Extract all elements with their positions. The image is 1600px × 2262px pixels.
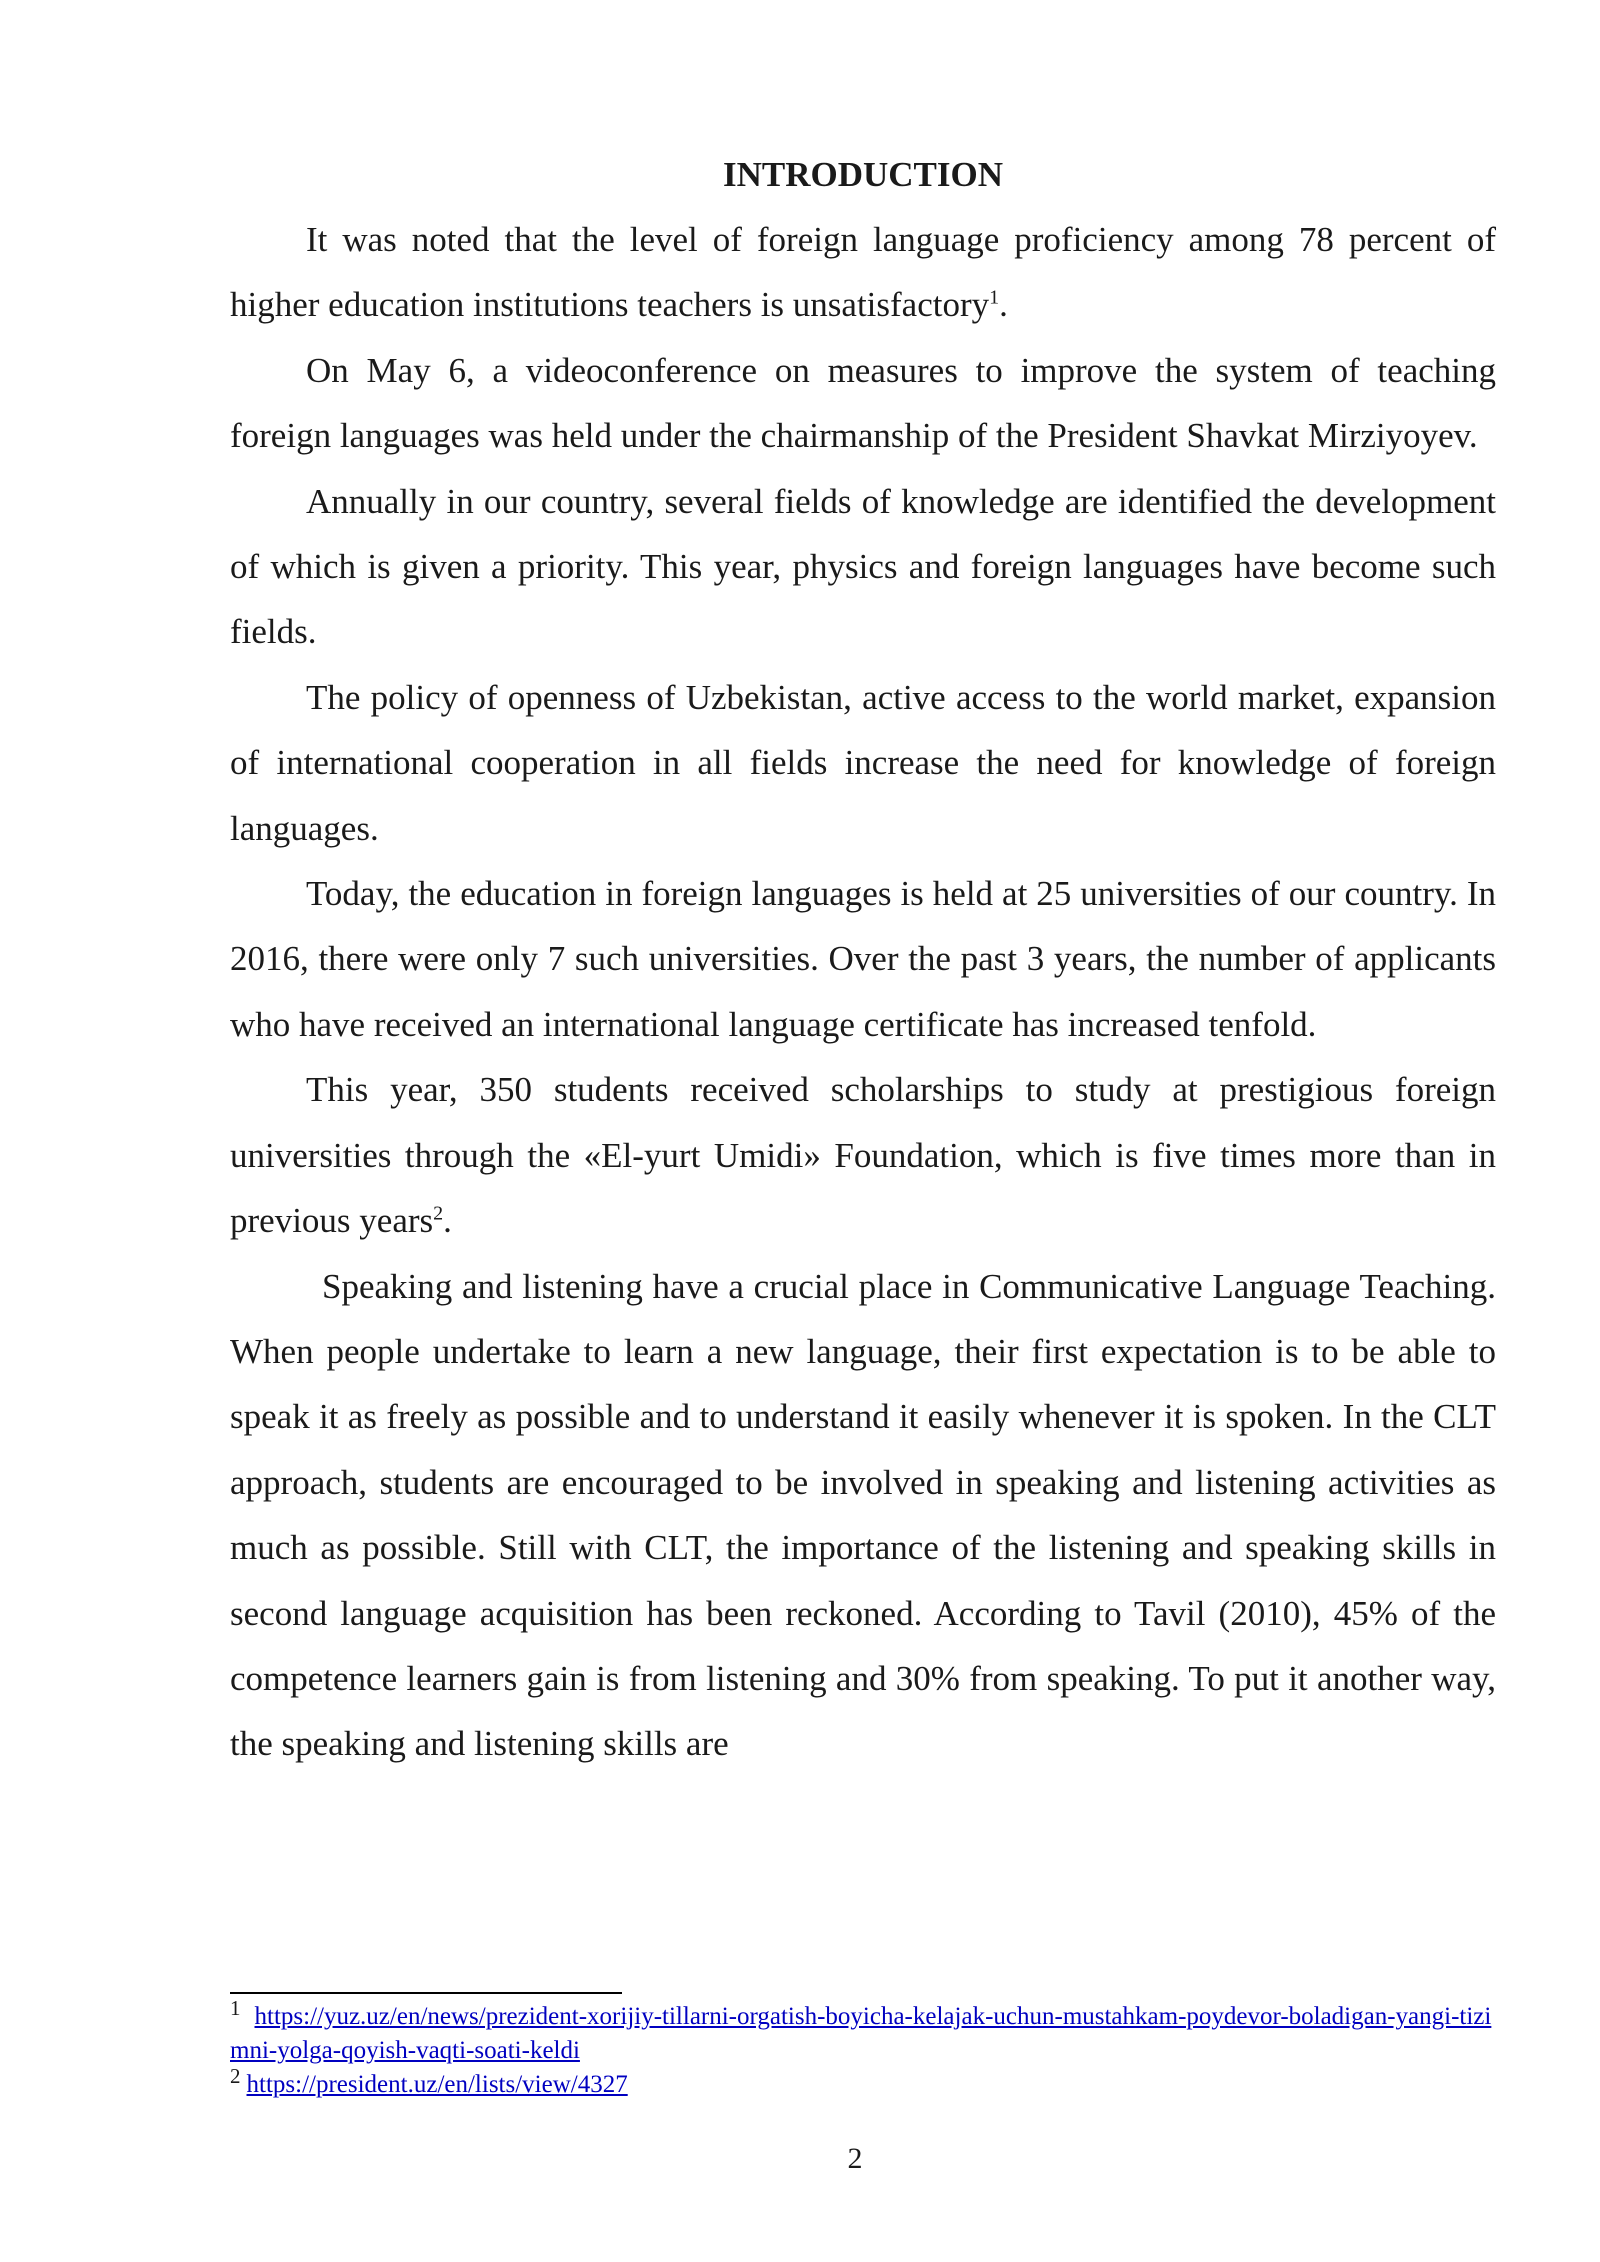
footnote-link-2[interactable]: https://president.uz/en/lists/view/4327 bbox=[246, 2071, 628, 2098]
footnote-1 bbox=[230, 1996, 1496, 2068]
footnotes bbox=[230, 1996, 1496, 2102]
paragraph-2: On May 6, a videoconference on measures to improve the system of teaching foreign languages was held under the chairmanship of the President Shavkat Mirziyoyev. bbox=[230, 350, 1496, 456]
footnote-number: 2 bbox=[230, 2064, 241, 2088]
document-body bbox=[230, 142, 1496, 1777]
footnote-ref-2[interactable]: 2 bbox=[433, 1202, 444, 1225]
paragraph-5: Today, the education in foreign languages is held at 25 universities of our country. In 2016, there were only 7 such universities. Over the past 3 years, the number of applicants who have received an international language certificate has increased tenfold. bbox=[230, 874, 1496, 1044]
paragraph-3: Annually in our country, several fields of knowledge are identified the development of which is given a priority. This year, physics and foreign languages have become such fields. bbox=[230, 481, 1496, 652]
footnote-link-1[interactable]: https://yuz.uz/en/news/prezident-xorijiy-tillarni-orgatish-boyicha-kelajak-uchun-mustahkam-poydevor-boladigan-yangi-tizimni-yolga-qoyish-vaqti-soati-keldi bbox=[230, 2003, 1492, 2064]
footnote-number: 1 bbox=[230, 1996, 241, 2020]
section-heading: INTRODUCTION bbox=[722, 155, 1004, 194]
footnote-separator bbox=[230, 1992, 622, 1994]
paragraph-7: Speaking and listening have a crucial place in Communicative Language Teaching. When people undertake to learn a new language, their first expectation is to be able to speak it as freely as possible and to understand it easily whenever it is spoken. In the CLT approach, students are encouraged to be involved in speaking and listening activities as much as possible. Still with CLT, the importance of the listening and speaking skills in second language acquisition has been reckoned. According to Tavil (2010), 45% of the competence learners gain is from listening and 30% from speaking. To put it another way, the speaking and listening skills are bbox=[230, 1266, 1496, 1764]
paragraph-1: It was noted that the level of foreign language proficiency among 78 percent of higher education institutions teachers is unsatisfactory$^1$. bbox=[230, 220, 1496, 325]
footnote-2 bbox=[230, 2064, 1496, 2102]
footnote-ref-1[interactable]: 1 bbox=[989, 286, 1000, 309]
paragraph-4: The policy of openness of Uzbekistan, active access to the world market, expansion of international cooperation in all fields increase the need for knowledge of foreign languages. bbox=[230, 677, 1496, 848]
paragraph-6: This year, 350 students received scholarships to study at prestigious foreign universities through the «El-yurt Umidi» Foundation, which is five times more than in previous years$^2$. bbox=[230, 1070, 1496, 1241]
page-number: 2 bbox=[847, 2142, 863, 2175]
